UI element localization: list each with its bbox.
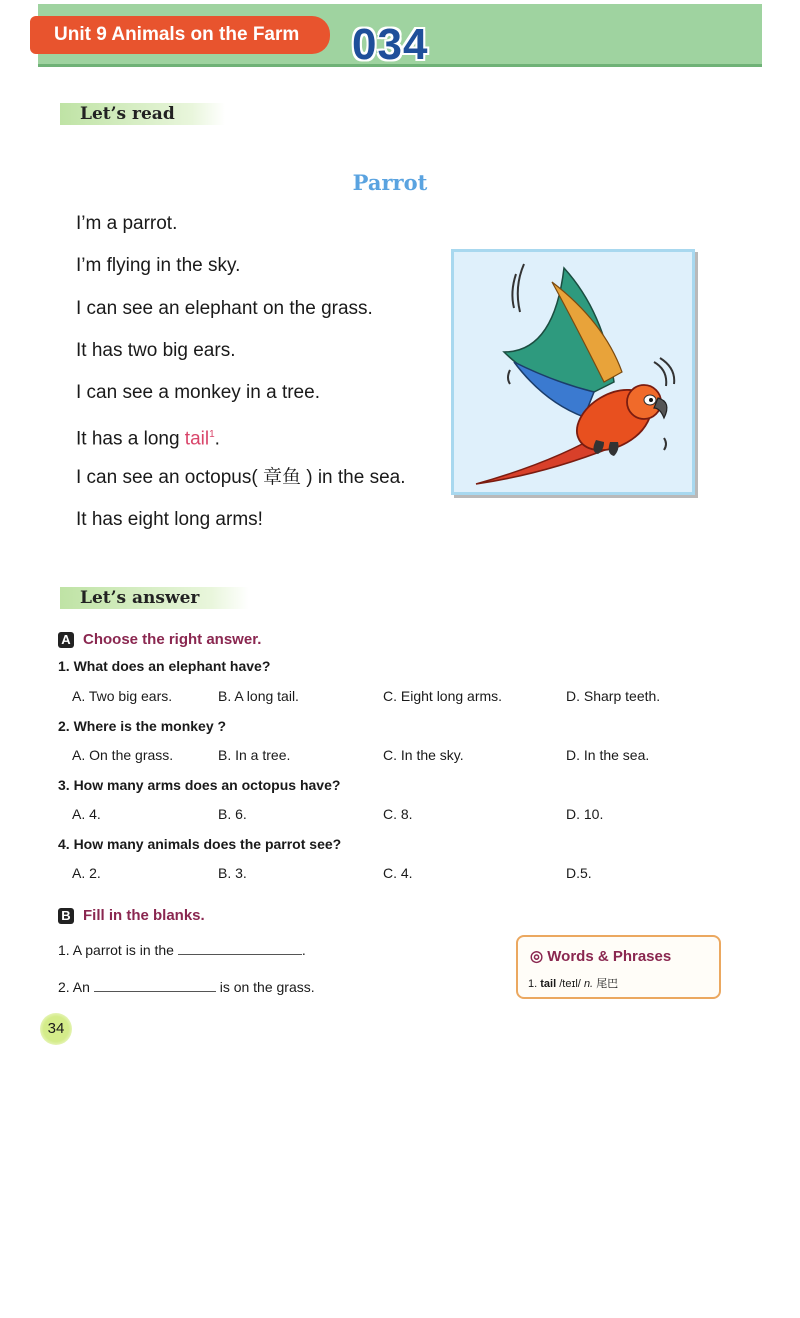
story-line: I’m a parrot. <box>76 213 178 234</box>
story-title: Parrot <box>352 170 428 195</box>
tail-line-suffix: . <box>214 428 220 450</box>
fill-blank-2-prefix: 2. An <box>58 979 90 995</box>
story-line: I’m flying in the sky. <box>76 255 241 277</box>
vocab-meaning: 尾巴 <box>596 978 619 990</box>
q3-option-a[interactable]: A. 4. <box>72 806 101 822</box>
vocab-number: 1. <box>528 978 538 990</box>
q4-option-b[interactable]: B. 3. <box>218 865 247 881</box>
vocab-part-of-speech: n. <box>583 978 594 990</box>
q2-option-b[interactable]: B. In a tree. <box>218 747 291 763</box>
blank-input-2[interactable] <box>94 977 216 992</box>
q1-option-c[interactable]: C. Eight long arms. <box>383 688 503 704</box>
q4-option-c[interactable]: C. 4. <box>383 865 413 881</box>
part-b-letter: B <box>58 908 74 924</box>
q3-option-d[interactable]: D. 10. <box>566 806 604 822</box>
question-1: 1. What does an elephant have? <box>58 658 271 674</box>
story-line: I can see an elephant on the grass. <box>76 297 373 319</box>
page-badge-number: 034 <box>352 20 429 69</box>
footnote-marker: 1 <box>209 429 215 441</box>
fill-blank-2-suffix: is on the grass. <box>219 979 315 995</box>
q1-option-d[interactable]: D. Sharp teeth. <box>566 688 661 704</box>
page-number: 34 <box>40 1013 72 1045</box>
part-a-instruction: Choose the right answer. <box>83 631 262 648</box>
q1-option-b[interactable]: B. A long tail. <box>218 688 299 704</box>
question-3: 3. How many arms does an octopus have? <box>58 777 341 793</box>
q4-option-d[interactable]: D.5. <box>566 865 592 881</box>
fill-blank-2 <box>58 977 315 995</box>
tail-line-prefix: It has a long <box>76 428 185 450</box>
story-text <box>76 210 406 548</box>
target-icon: ◎ <box>530 948 544 965</box>
question-4: 4. How many animals does the parrot see? <box>58 836 342 852</box>
lets-answer-label: Let’s answer <box>60 587 249 609</box>
question-2: 2. Where is the monkey ? <box>58 718 227 734</box>
story-line: It has two big ears. <box>76 339 236 361</box>
q2-option-d[interactable]: D. In the sea. <box>566 747 650 763</box>
story-line: I can see a monkey in a tree. <box>76 382 320 404</box>
part-b-instruction: Fill in the blanks. <box>83 907 205 924</box>
part-a-letter: A <box>58 632 74 648</box>
part-a-heading <box>58 631 261 648</box>
q2-option-c[interactable]: C. In the sky. <box>383 747 464 763</box>
story-line-tail <box>76 421 406 463</box>
part-b-heading <box>58 907 205 924</box>
vocab-phonetic: /teɪl/ <box>559 978 581 990</box>
q4-option-a[interactable]: A. 2. <box>72 865 101 881</box>
story-line: I can see an octopus( 章鱼 ) in the sea. <box>76 466 406 488</box>
q3-option-c[interactable]: C. 8. <box>383 806 413 822</box>
vocab-word: tail <box>540 978 557 990</box>
words-phrases-heading <box>530 947 671 965</box>
blank-input-1[interactable] <box>178 940 302 955</box>
fill-blank-1 <box>58 940 306 958</box>
story-line: It has eight long arms! <box>76 509 263 531</box>
fill-blank-1-prefix: 1. A parrot is in the <box>58 942 174 958</box>
parrot-illustration <box>451 249 695 495</box>
q2-option-a[interactable]: A. On the grass. <box>72 747 174 763</box>
vocab-entry <box>528 975 618 991</box>
unit-title: Unit 9 Animals on the Farm <box>30 16 330 54</box>
words-phrases-box <box>516 935 721 999</box>
lets-read-label: Let’s read <box>60 103 225 125</box>
q1-option-a[interactable]: A. Two big ears. <box>72 688 173 704</box>
tail-keyword[interactable]: tail <box>184 428 210 450</box>
words-phrases-title: Words & Phrases <box>547 948 672 965</box>
fill-blank-1-suffix: . <box>301 942 306 958</box>
parrot-icon <box>454 252 692 492</box>
q3-option-b[interactable]: B. 6. <box>218 806 247 822</box>
